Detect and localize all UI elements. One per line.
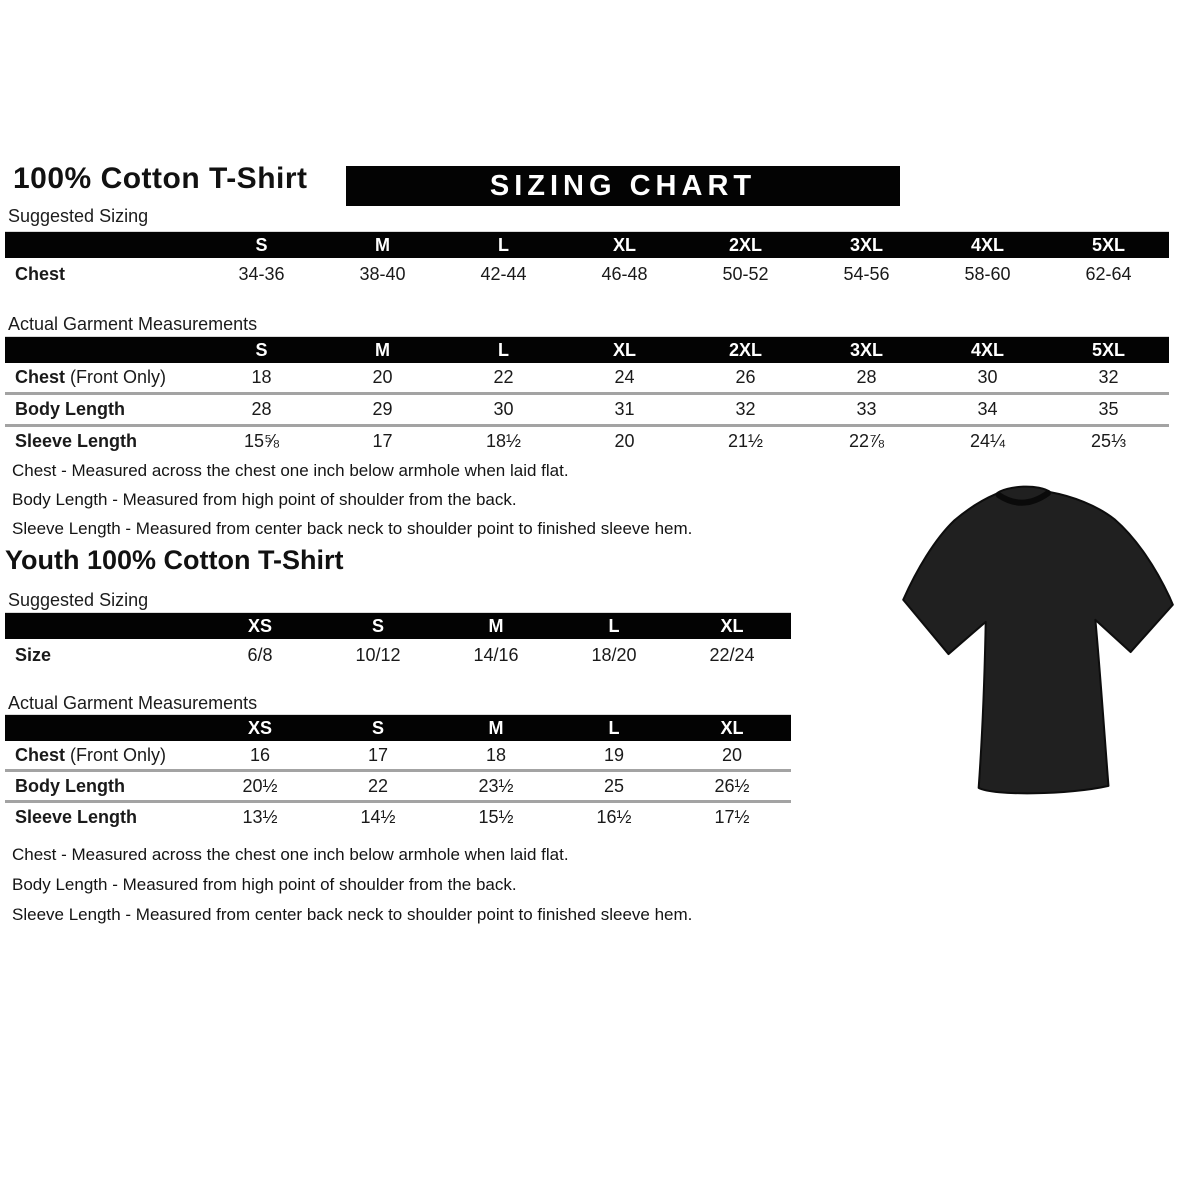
measurement-cell: 28	[201, 394, 322, 426]
measurement-cell: 26½	[673, 771, 791, 802]
youth-measurement-notes	[12, 840, 692, 930]
measurement-cell: 18	[485, 744, 507, 765]
measurement-cell: 16½	[555, 802, 673, 832]
measurement-cell: 25	[555, 771, 673, 802]
youth-actual-measurements-table	[5, 714, 791, 831]
youth-suggested-sizing-table	[5, 612, 791, 672]
measurement-cell: 50-52	[722, 264, 769, 284]
measurement-cell: 38-40	[359, 264, 406, 284]
size-column-header: S	[201, 232, 322, 259]
measurement-cell: 18/20	[591, 645, 637, 665]
measurement-cell: 46-48	[601, 264, 648, 284]
size-column-header: XL	[673, 613, 791, 640]
note-line: Sleeve Length - Measured from center back neck to shoulder point to finished sleeve hem.	[12, 905, 693, 924]
measurement-cell: 17½	[673, 802, 791, 832]
measurement-cell: 30	[977, 367, 998, 387]
size-column-header: M	[437, 715, 555, 742]
corner-cell	[5, 613, 201, 640]
header-row	[5, 613, 791, 640]
youth-suggested-sizing-label: Suggested Sizing	[8, 590, 149, 610]
measurement-cell: 31	[564, 394, 685, 426]
row-label: Chest (Front Only)	[15, 367, 167, 387]
measurement-cell: 20½	[201, 771, 319, 802]
measurement-cell: 35	[1048, 394, 1169, 426]
size-column-header: 5XL	[1048, 232, 1169, 259]
measurement-cell: 54-56	[843, 264, 890, 284]
adult-actual-measurements-label: Actual Garment Measurements	[8, 314, 258, 334]
measurement-cell: 33	[806, 394, 927, 426]
row-label: Sleeve Length	[5, 426, 201, 457]
corner-cell	[5, 715, 201, 742]
measurement-cell: 24	[614, 367, 635, 387]
note-line: Body Length - Measured from high point of shoulder from the back.	[12, 875, 517, 894]
measurement-cell: 34-36	[238, 264, 285, 284]
youth-actual-measurements-label: Actual Garment Measurements	[8, 693, 258, 713]
note-line: Chest - Measured across the chest one inch below armhole when laid flat.	[12, 461, 569, 480]
measurement-cell: 21½	[685, 426, 806, 457]
measurement-cell: 22	[493, 367, 514, 387]
measurement-cell: 18	[251, 367, 272, 387]
size-column-header: L	[443, 337, 564, 364]
size-column-header: L	[555, 715, 673, 742]
measurement-cell: 26	[735, 367, 756, 387]
page-title: 100% Cotton T-Shirt	[13, 162, 308, 195]
measurement-cell: 14/16	[473, 645, 519, 665]
adult-suggested-sizing-table	[5, 231, 1169, 291]
measurement-cell: 20	[721, 744, 743, 765]
size-column-header: M	[322, 337, 443, 364]
measurement-cell: 30	[443, 394, 564, 426]
row-label: Chest	[15, 264, 66, 284]
size-column-header: 3XL	[806, 232, 927, 259]
size-column-header: S	[319, 715, 437, 742]
adult-measurement-notes	[12, 456, 692, 543]
measurement-cell: 34	[927, 394, 1048, 426]
measurement-cell: 32	[1098, 367, 1119, 387]
size-column-header: XL	[673, 715, 791, 742]
size-column-header: XL	[564, 232, 685, 259]
size-column-header: S	[201, 337, 322, 364]
table-row	[5, 741, 791, 771]
size-column-header: M	[437, 613, 555, 640]
tshirt-image	[878, 478, 1188, 810]
row-label: Chest (Front Only)	[15, 744, 167, 765]
measurement-cell: 15⅝	[201, 426, 322, 457]
measurement-cell: 6/8	[247, 645, 273, 665]
table-row	[5, 639, 791, 672]
measurement-cell: 22/24	[709, 645, 755, 665]
header-row	[5, 715, 791, 742]
header-row	[5, 337, 1169, 364]
table-row	[5, 771, 791, 802]
header-row	[5, 232, 1169, 259]
size-column-header: 3XL	[806, 337, 927, 364]
measurement-cell: 17	[322, 426, 443, 457]
corner-cell	[5, 232, 201, 259]
note-line: Sleeve Length - Measured from center back neck to shoulder point to finished sleeve hem.	[12, 519, 693, 538]
row-label: Body Length	[5, 394, 201, 426]
size-column-header: 2XL	[685, 337, 806, 364]
size-column-header: L	[555, 613, 673, 640]
size-column-header: XS	[201, 613, 319, 640]
measurement-cell: 25⅓	[1048, 426, 1169, 457]
table-row	[5, 426, 1169, 457]
measurement-cell: 22	[319, 771, 437, 802]
note-line: Chest - Measured across the chest one inch below armhole when laid flat.	[12, 845, 569, 864]
adult-suggested-sizing-label: Suggested Sizing	[8, 206, 149, 226]
size-column-header: L	[443, 232, 564, 259]
row-label: Size	[15, 645, 52, 665]
measurement-cell: 28	[856, 367, 877, 387]
table-row	[5, 802, 791, 832]
note-line: Body Length - Measured from high point of shoulder from the back.	[12, 490, 517, 509]
table-row	[5, 363, 1169, 394]
sizing-chart-banner: SIZING CHART	[346, 166, 900, 206]
size-column-header: XL	[564, 337, 685, 364]
measurement-cell: 20	[372, 367, 393, 387]
measurement-cell: 24¼	[927, 426, 1048, 457]
table-row	[5, 394, 1169, 426]
size-column-header: XS	[201, 715, 319, 742]
measurement-cell: 10/12	[355, 645, 401, 665]
measurement-cell: 29	[322, 394, 443, 426]
measurement-cell: 19	[603, 744, 625, 765]
youth-section-title: Youth 100% Cotton T-Shirt	[5, 545, 344, 575]
size-column-header: 5XL	[1048, 337, 1169, 364]
measurement-cell: 58-60	[964, 264, 1011, 284]
adult-actual-measurements-table	[5, 336, 1169, 456]
measurement-cell: 32	[685, 394, 806, 426]
measurement-cell: 62-64	[1085, 264, 1132, 284]
size-column-header: 4XL	[927, 337, 1048, 364]
measurement-cell: 23½	[437, 771, 555, 802]
measurement-cell: 16	[249, 744, 271, 765]
measurement-cell: 20	[564, 426, 685, 457]
size-column-header: 2XL	[685, 232, 806, 259]
row-label: Body Length	[5, 771, 201, 802]
measurement-cell: 42-44	[480, 264, 527, 284]
measurement-cell: 15½	[437, 802, 555, 832]
measurement-cell: 13½	[201, 802, 319, 832]
size-column-header: M	[322, 232, 443, 259]
size-column-header: 4XL	[927, 232, 1048, 259]
row-label: Sleeve Length	[5, 802, 201, 832]
measurement-cell: 17	[367, 744, 389, 765]
size-column-header: S	[319, 613, 437, 640]
measurement-cell: 22⅞	[806, 426, 927, 457]
measurement-cell: 14½	[319, 802, 437, 832]
table-row	[5, 258, 1169, 291]
measurement-cell: 18½	[443, 426, 564, 457]
corner-cell	[5, 337, 201, 364]
